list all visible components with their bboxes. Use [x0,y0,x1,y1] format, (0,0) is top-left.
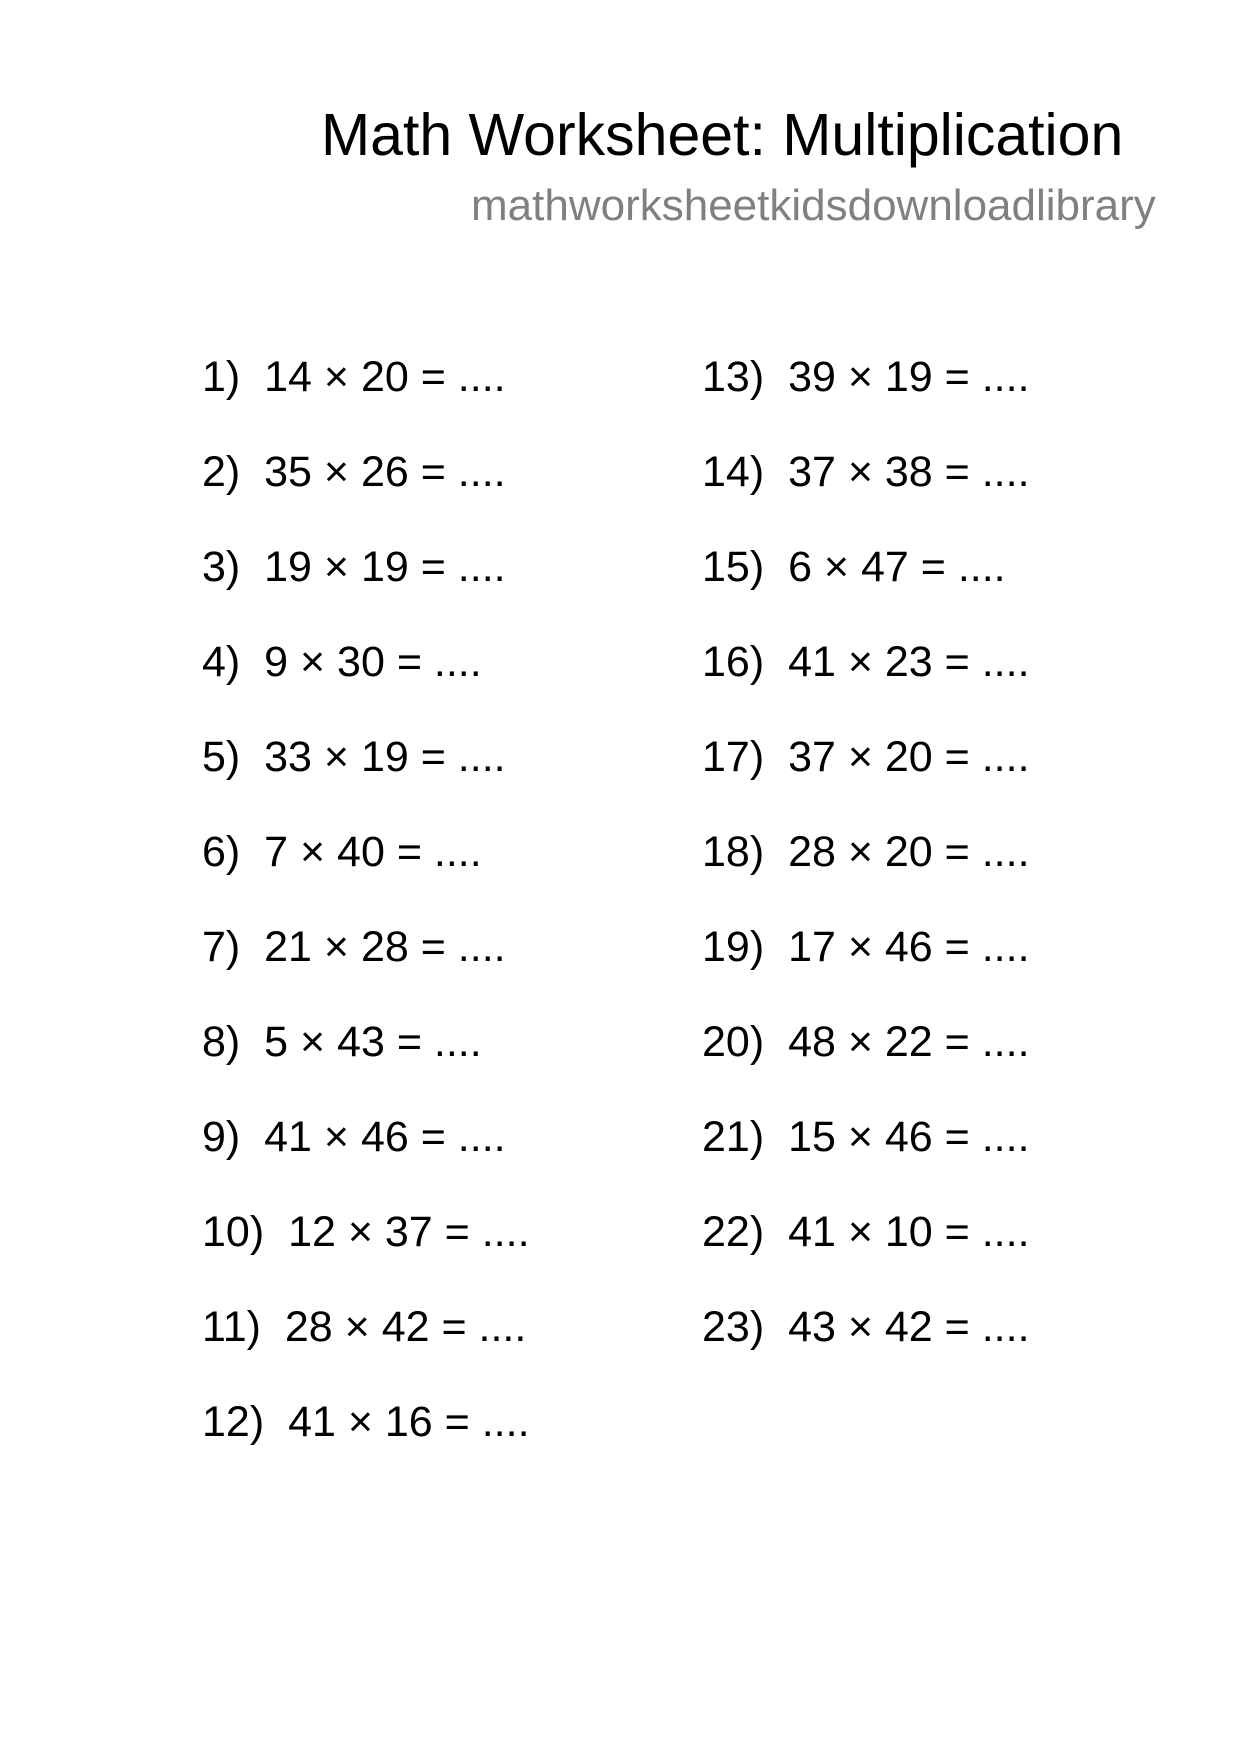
problem-expression: 41 × 16 = .... [288,1398,530,1446]
problem-number: 4) [202,638,241,686]
problem-item [702,1017,1030,1067]
problem-expression: 12 × 37 = .... [288,1208,530,1256]
problem-expression: 21 × 28 = .... [264,923,506,971]
problem-expression: 9 × 30 = .... [264,638,482,686]
problem-expression: 19 × 19 = .... [264,543,506,591]
problem-expression: 37 × 20 = .... [788,733,1030,781]
page-title: Math Worksheet: Multiplication [321,102,1124,168]
problem-item [202,637,482,687]
problem-number: 3) [202,543,241,591]
problem-expression: 35 × 26 = .... [264,448,506,496]
problem-item [202,1397,530,1447]
problem-number: 21) [702,1113,765,1161]
problem-number: 12) [202,1398,265,1446]
problem-expression: 39 × 19 = .... [788,353,1030,401]
problem-number: 20) [702,1018,765,1066]
problem-item [702,637,1030,687]
problem-item [202,542,506,592]
problem-item [202,732,506,782]
problem-number: 13) [702,353,765,401]
problem-expression: 6 × 47 = .... [788,543,1006,591]
problem-expression: 41 × 10 = .... [788,1208,1030,1256]
problem-number: 6) [202,828,241,876]
problem-item [702,352,1030,402]
problem-number: 2) [202,448,241,496]
problem-item [202,1112,506,1162]
problem-item [202,1207,530,1257]
problem-expression: 41 × 23 = .... [788,638,1030,686]
problem-item [202,1302,526,1352]
problem-expression: 28 × 42 = .... [284,1303,527,1351]
problem-item [702,1207,1030,1257]
problem-number: 9) [202,1113,241,1161]
problem-expression: 37 × 38 = .... [788,448,1030,496]
problem-number: 7) [202,923,241,971]
problem-item [202,1017,482,1067]
problem-number: 19) [702,923,765,971]
problem-item [702,1302,1030,1352]
problem-number: 1) [202,353,241,401]
problem-expression: 17 × 46 = .... [788,923,1030,971]
problem-number: 17) [702,733,765,781]
problem-expression: 7 × 40 = .... [264,828,482,876]
problem-number: 15) [702,543,765,591]
problem-item [702,827,1030,877]
problem-number: 5) [202,733,241,781]
problem-expression: 14 × 20 = .... [264,353,506,401]
problem-expression: 5 × 43 = .... [264,1018,482,1066]
problem-expression: 48 × 22 = .... [788,1018,1030,1066]
problem-expression: 41 × 46 = .... [264,1113,506,1161]
problem-item [702,542,1006,592]
problem-item [202,827,482,877]
problem-number: 16) [702,638,765,686]
problem-item [202,447,506,497]
problem-item [702,922,1030,972]
problem-number: 8) [202,1018,241,1066]
problem-number: 11) [202,1303,261,1351]
problem-item [702,1112,1030,1162]
problem-number: 22) [702,1208,765,1256]
problem-expression: 43 × 42 = .... [788,1303,1030,1351]
problem-expression: 33 × 19 = .... [264,733,506,781]
problem-expression: 28 × 20 = .... [788,828,1030,876]
problem-expression: 15 × 46 = .... [788,1113,1030,1161]
problem-number: 14) [702,448,765,496]
problem-item [202,352,506,402]
problem-number: 23) [702,1303,765,1351]
problem-number: 18) [702,828,765,876]
problem-number: 10) [202,1208,265,1256]
page-subtitle: mathworksheetkidsdownloadlibrary [471,181,1156,230]
problem-item [202,922,506,972]
problem-item [702,732,1030,782]
problem-item [702,447,1030,497]
